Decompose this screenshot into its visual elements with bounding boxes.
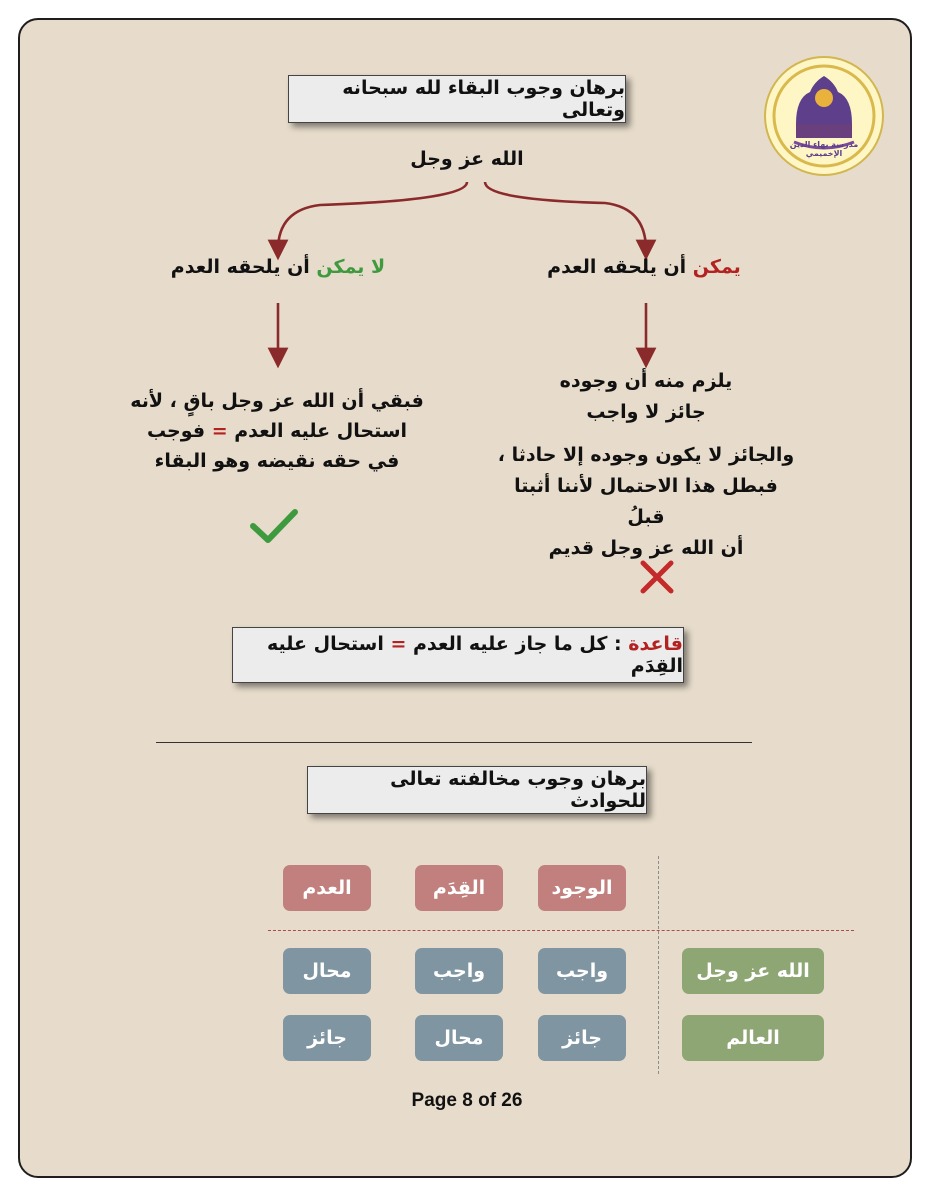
equals-sign: =	[211, 420, 228, 442]
left-branch-body	[112, 386, 442, 476]
column-header-existence: الوجود	[538, 865, 626, 911]
section2-title: برهان وجوب مخالفته تعالى للحوادث	[307, 766, 647, 814]
arrow-right-branch	[485, 182, 646, 250]
check-icon	[248, 506, 300, 546]
rule-label: قاعدة	[628, 633, 683, 655]
table-horizontal-divider	[268, 930, 854, 931]
logo-text: مدرسة بهاء الدين الإخميمي	[789, 140, 859, 158]
document-page	[18, 18, 912, 1178]
table-cell: محال	[415, 1015, 503, 1061]
right-body-line2: جائز لا واجب	[586, 401, 706, 423]
rule-box: قاعدة : كل ما جاز عليه العدم = استحال عليه القِدَم	[232, 627, 684, 683]
right-branch-prefix: يمكن	[692, 256, 741, 278]
right-branch-heading	[544, 256, 744, 278]
arrow-left-branch	[278, 182, 467, 250]
row-subject-god: الله عز وجل	[682, 948, 824, 994]
right-branch-suffix: أن يلحقه العدم	[547, 256, 693, 278]
page-number: Page 8 of 26	[411, 1090, 523, 1111]
right-branch-body	[496, 366, 796, 564]
right-body-line3: والجائز لا يكون وجوده إلا حادثا ،	[497, 444, 795, 466]
table-cell: واجب	[538, 948, 626, 994]
table-vertical-divider	[658, 856, 659, 1074]
left-branch-heading	[158, 256, 398, 278]
right-body-line4: فبطل هذا الاحتمال لأننا أثبتا قبلُ	[514, 475, 778, 528]
right-body-line5: أن الله عز وجل قديم	[548, 537, 744, 559]
right-body-line1: يلزم منه أن وجوده	[559, 370, 733, 392]
rule-equals: =	[390, 633, 407, 655]
left-branch-suffix: أن يلحقه العدم	[170, 256, 317, 278]
left-body-line2: استحال عليه العدم = فوجب	[146, 420, 408, 442]
root-node: الله عز وجل	[410, 148, 524, 170]
table-cell: جائز	[283, 1015, 371, 1061]
table-cell: محال	[283, 948, 371, 994]
column-header-nonexistence: العدم	[283, 865, 371, 911]
section1-title: برهان وجوب البقاء لله سبحانه وتعالى	[288, 75, 626, 123]
cross-icon	[639, 559, 675, 595]
table-cell: جائز	[538, 1015, 626, 1061]
section-divider	[156, 742, 752, 743]
row-subject-world: العالم	[682, 1015, 824, 1061]
column-header-eternity: القِدَم	[415, 865, 503, 911]
table-cell: واجب	[415, 948, 503, 994]
left-body-line3: في حقه نقيضه وهو البقاء	[154, 450, 400, 472]
left-branch-prefix: لا يمكن	[316, 256, 386, 278]
left-body-line1: فبقي أن الله عز وجل باقٍ ، لأنه	[130, 390, 424, 412]
